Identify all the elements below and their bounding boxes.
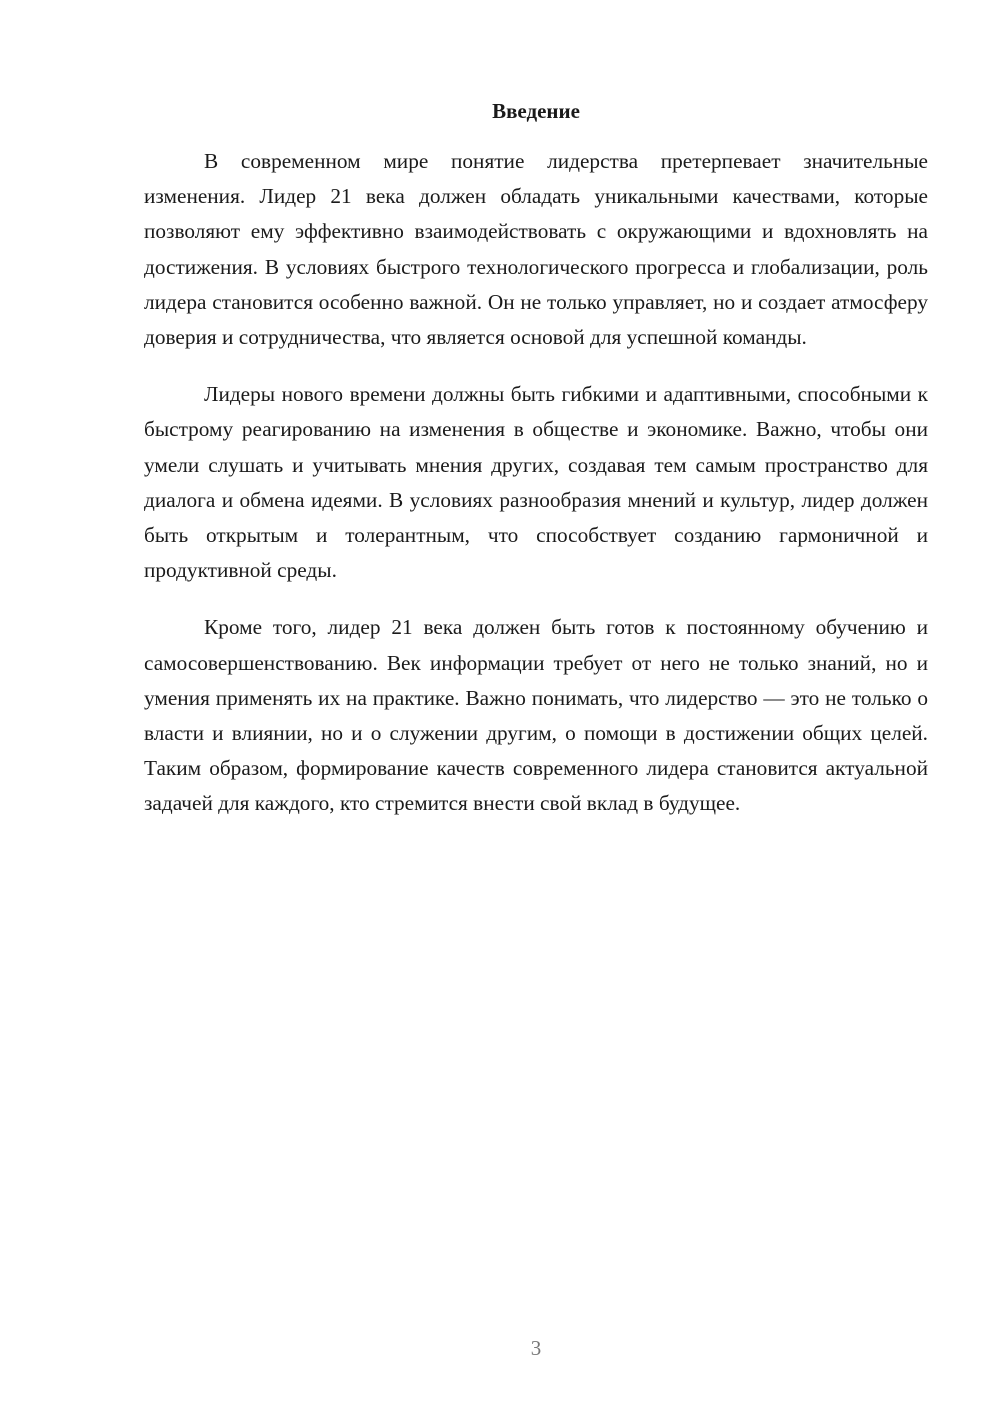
section-heading: Введение (492, 99, 580, 123)
body-text (144, 144, 928, 844)
page-number: 3 (530, 1336, 542, 1360)
paragraph-3: Кроме того, лидер 21 века должен быть готов к постоянному обучению и самосовершенствованию. Век информации требует от него не только знаний, но и умения применять их на практике. Важно понимать, что лидерство — это не только о власти и влиянии, но и о служении другим, о помощи в достижении общих целей. Таким образом, формирование качеств современного лидера становится актуальной задачей для каждого, кто стремится внести свой вклад в будущее. (144, 615, 928, 816)
paragraph-1: В современном мире понятие лидерства претерпевает значительные изменения. Лидер 21 века должен обладать уникальными качествами, которые позволяют ему эффективно взаимодействовать с окружающими и вдохновлять на достижения. В условиях быстрого технологического прогресса и глобализации, роль лидера становится особенно важной. Он не только управляет, но и создает атмосферу доверия и сотрудничества, что является основой для успешной команды. (144, 149, 928, 350)
paragraph-2: Лидеры нового времени должны быть гибкими и адаптивными, способными к быстрому реагированию на изменения в обществе и экономике. Важно, чтобы они умели слушать и учитывать мнения других, создавая тем самым пространство для диалога и обмена идеями. В условиях разнообразия мнений и культур, лидер должен быть открытым и толерантным, что способствует созданию гармоничной и продуктивной среды. (144, 382, 928, 583)
